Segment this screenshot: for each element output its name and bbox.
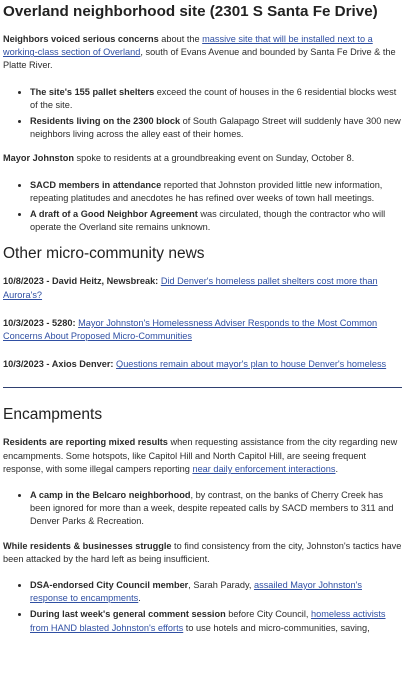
encampments-intro bbox=[3, 436, 402, 476]
residents-bold: While residents & businesses struggle bbox=[3, 540, 172, 551]
section-divider bbox=[3, 387, 402, 388]
news-source: 10/3/2023 - 5280: bbox=[3, 317, 76, 328]
list-item bbox=[30, 115, 402, 141]
news-item bbox=[3, 317, 402, 343]
list-item bbox=[30, 608, 402, 634]
newsletter-body bbox=[0, 2, 408, 635]
bullet-bold: The site's 155 pallet shelters bbox=[30, 86, 155, 97]
news-link[interactable]: Did Denver's homeless pallet shelters cost more than Aurora's? bbox=[3, 276, 378, 300]
bullet-bold: Residents living on the 2300 block bbox=[30, 116, 181, 127]
news-item bbox=[3, 358, 402, 371]
overland-bullets-2 bbox=[3, 179, 402, 235]
overland-intro-text-1: about the bbox=[158, 34, 203, 44]
overland-intro-text-2: , south of Evans Avenue and bounded by Santa Fe Drive & the Platte River. bbox=[3, 47, 396, 71]
encampments-intro-text-1: when requesting assistance from the city regarding new encampments. Some hotspots, like Capitol Hill and North Capitol Hill, are seeing frequent response, with some illegal campers reporting bbox=[3, 437, 398, 474]
news-link[interactable]: Questions remain about mayor's plan to house Denver's homeless bbox=[116, 359, 387, 370]
micro-heading: Other micro-community news bbox=[3, 245, 205, 263]
residents-paragraph bbox=[3, 540, 402, 566]
residents-text: to find consistency from the city, Johnston's tactics have been attacked by the hard left as being insufficient. bbox=[3, 540, 402, 564]
news-link[interactable]: Mayor Johnston's Homelessness Adviser Responds to the Most Common Concerns About Proposed Micro-Communities bbox=[3, 317, 378, 342]
bullet-text: to use hotels and micro-communities, saving, bbox=[183, 622, 370, 633]
list-item bbox=[30, 489, 402, 529]
parady-link[interactable]: assailed Mayor Johnston's response to encampments bbox=[30, 580, 362, 604]
list-item bbox=[30, 86, 402, 112]
bullet-bold: During last week's general comment session bbox=[30, 609, 226, 620]
news-item bbox=[3, 275, 402, 301]
bullet-bold: A draft of a Good Neighbor Agreement bbox=[30, 209, 198, 220]
overland-bullets bbox=[3, 86, 402, 142]
bullet-text: was circulated, though the contractor who will operate the Overland site remains unknown. bbox=[30, 209, 386, 233]
news-source: 10/8/2023 - David Heitz, Newsbreak: bbox=[3, 276, 159, 287]
encampments-heading: Encampments bbox=[3, 406, 103, 424]
encampments-intro-bold: Residents are reporting mixed results bbox=[3, 437, 168, 448]
overland-intro-bold: Neighbors voiced serious concerns bbox=[3, 34, 159, 44]
list-item bbox=[30, 579, 402, 605]
mayor-paragraph bbox=[3, 152, 402, 165]
bullet-bold: A camp in the Belcaro neighborhood bbox=[30, 490, 191, 501]
encampments-intro-text-2: . bbox=[335, 463, 339, 474]
list-item bbox=[30, 208, 402, 234]
mayor-bold: Mayor Johnston bbox=[3, 153, 74, 164]
list-item bbox=[30, 179, 402, 205]
bullet-text: exceed the count of houses in the 6 residential blocks west of the site. bbox=[30, 86, 397, 110]
overland-intro bbox=[3, 33, 402, 73]
bullet-text: . bbox=[138, 593, 141, 604]
micro-news-list bbox=[3, 275, 402, 371]
bullet-text: before City Council, bbox=[225, 609, 311, 620]
bullet-bold: DSA-endorsed City Council member bbox=[30, 580, 189, 591]
bullet-text: , Sarah Parady, bbox=[188, 580, 254, 591]
news-source: 10/3/2023 - Axios Denver: bbox=[3, 359, 114, 370]
overland-heading: Overland neighborhood site (2301 S Santa Fe Drive) bbox=[3, 3, 378, 20]
hand-link[interactable]: homeless activists from HAND blasted Johnston's efforts bbox=[30, 609, 386, 633]
mayor-text: spoke to residents at a groundbreaking event on Sunday, October 8. bbox=[73, 153, 355, 164]
bullet-text: , by contrast, on the banks of Cherry Creek has been ignored for more than a week, despite repeated calls by SACD members to 311 and Denver Parks & Recreation. bbox=[30, 490, 394, 527]
encampments-bullets-2 bbox=[3, 579, 402, 635]
bullet-text: of South Galapago Street will suddenly have 300 new neighbors living across the alley east of their homes. bbox=[30, 116, 401, 140]
encampments-bullets bbox=[3, 489, 402, 529]
overland-site-link[interactable]: massive site that will be installed next to a working-class section of Overland bbox=[3, 34, 373, 58]
enforcement-link[interactable]: near daily enforcement interactions bbox=[192, 463, 336, 474]
bullet-text: reported that Johnston provided little new information, repeating platitudes and anecdotes he has refined over weeks of town hall meetings. bbox=[30, 179, 383, 203]
bullet-bold: SACD members in attendance bbox=[30, 179, 162, 190]
